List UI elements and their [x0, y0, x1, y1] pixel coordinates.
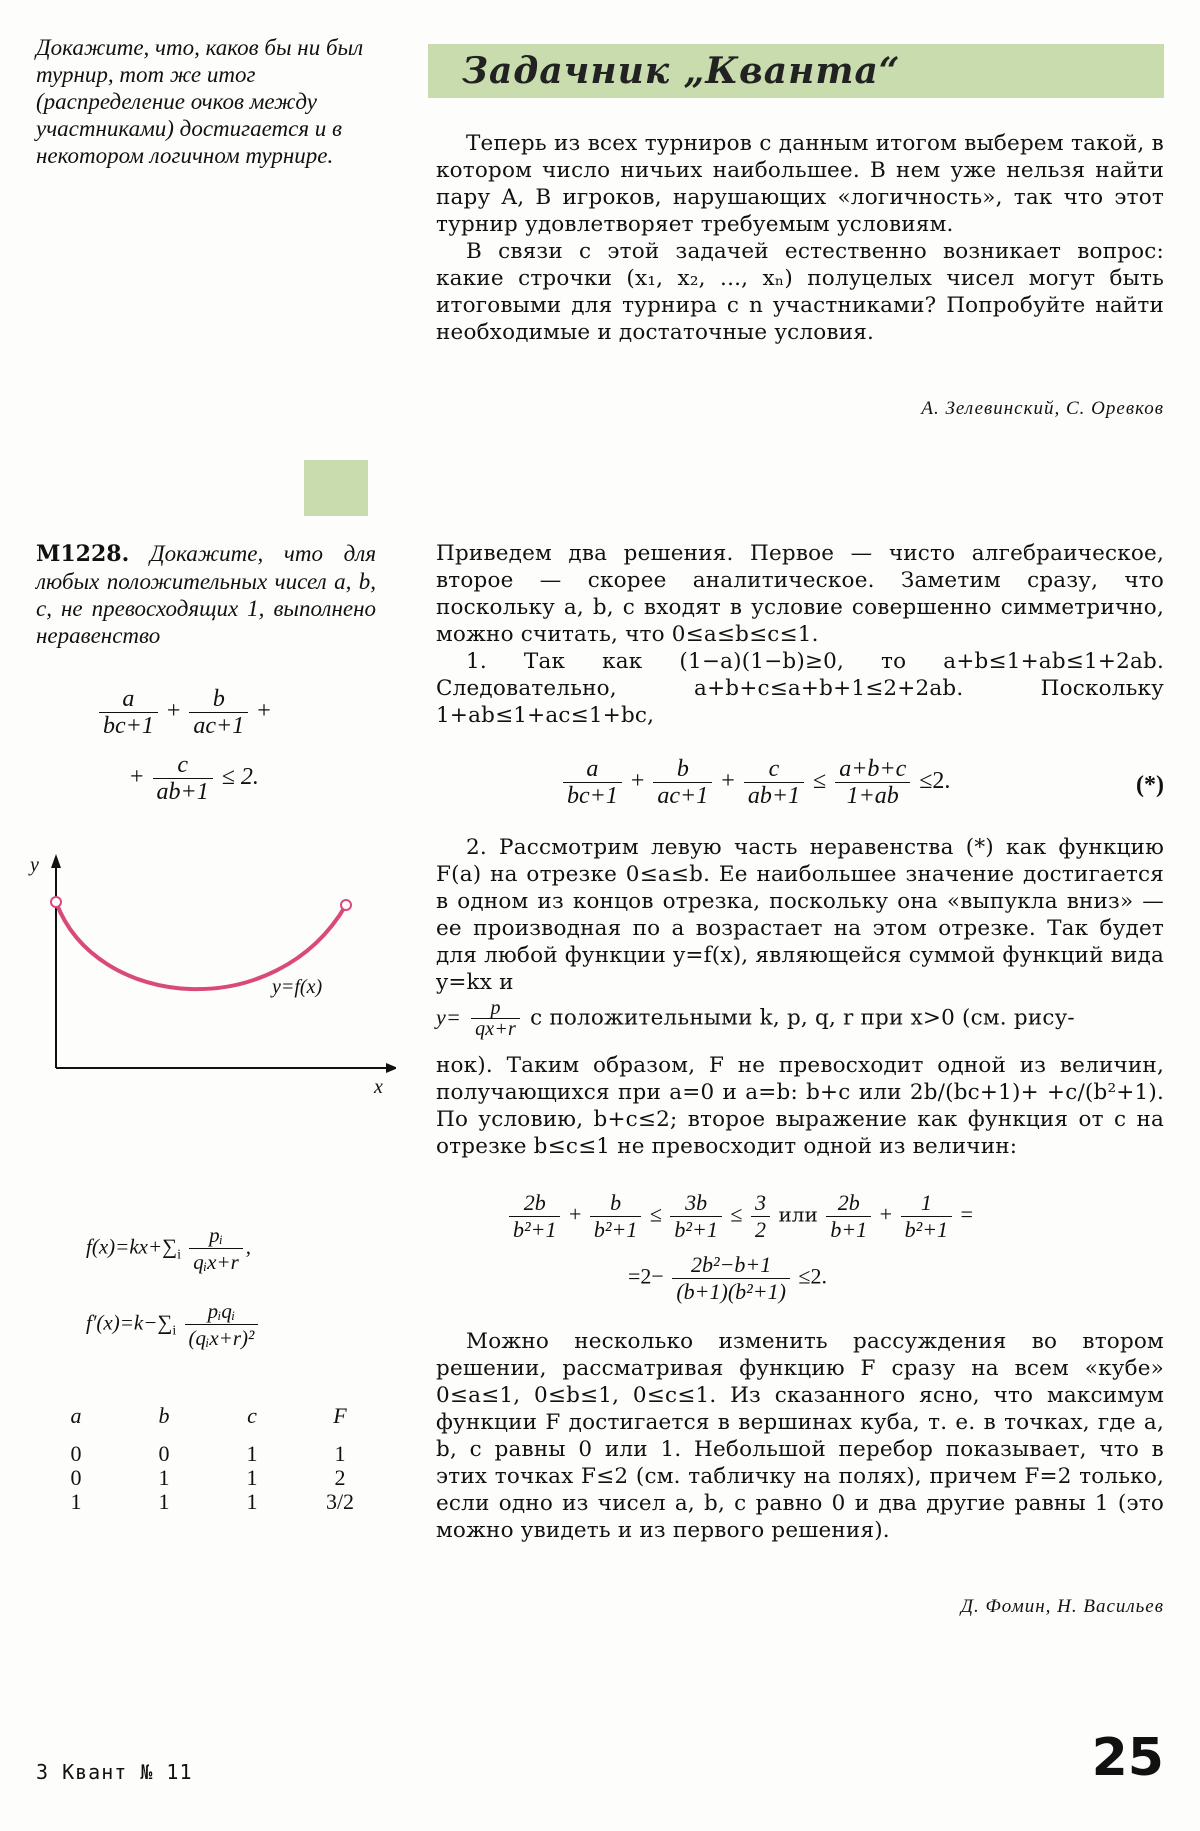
table-cell: 1: [334, 1441, 346, 1466]
author-signature: А. Зелевинский, С. Оревков: [921, 398, 1164, 419]
frac-num: 2b²−b+1: [672, 1252, 790, 1279]
table-cell: 1: [246, 1465, 258, 1490]
sum-index: i: [177, 1247, 181, 1263]
table-cell: 1: [246, 1441, 258, 1466]
table-row: [32, 1442, 384, 1466]
convex-function-graph: [36, 850, 396, 1090]
frac-num: 3: [751, 1190, 770, 1217]
table-row: [32, 1466, 384, 1490]
frac-den: 2: [754, 1217, 766, 1242]
paragraph: 2. Рассмотрим левую часть неравенства (*) как функцию F(a) на отрезке 0≤a≤b. Ее наибольшее значение достигается в одном из концов отрезка, поскольку она «выпукла вниз» — ее производная по a возрастает на этом отрезке. Так будет для любой функции y=f(x), являющейся суммой функций вида y=kx и: [436, 835, 1164, 995]
section-marker: [304, 460, 368, 516]
section-banner: [428, 44, 1164, 98]
solution-part1: [436, 540, 1164, 729]
paragraph: 1. Так как (1−a)(1−b)≥0, то a+b≤1+ab≤1+2ab. Следовательно, a+b+c≤a+b+1≤2+2ab. Поскольку 1+ab≤1+ac≤1+bc,: [436, 649, 1164, 728]
paragraph: В связи с этой задачей естественно возникает вопрос: какие строчки (x₁, x₂, ..., xₙ) полуцелых чисел могут быть итоговыми для турнира с n участниками? Попробуйте найти необходимые и достаточные условия.: [436, 239, 1164, 345]
sidebar-problem-text: Докажите, что, каков бы ни был турнир, тот же итог (распределение очков между участниками) достигается и в некотором логичном турнире.: [36, 35, 364, 168]
frac-num: 3b: [670, 1190, 721, 1217]
frac-den: ab+1: [747, 783, 801, 809]
frac-num: p: [471, 998, 520, 1019]
frac-num: a: [99, 686, 158, 713]
frac-num: a+b+c: [835, 756, 910, 783]
inline-y: y=: [436, 1004, 462, 1030]
frac-num: b: [189, 686, 248, 713]
formula-lhs: f(x)=kx+∑: [86, 1234, 178, 1259]
frac-num: 2b: [509, 1190, 560, 1217]
frac-den: ab+1: [156, 779, 209, 805]
solution-part2-cont: [436, 1052, 1164, 1160]
f-prime-formula: [86, 1298, 261, 1351]
frac-den: (b+1)(b²+1): [676, 1279, 786, 1304]
curve-endpoint: [341, 900, 351, 910]
equation-prefix: =2−: [628, 1263, 664, 1289]
table-row: [32, 1490, 384, 1514]
formula-tail: ,: [245, 1234, 251, 1259]
y-axis-arrow: [51, 854, 61, 868]
equation-2-line2: [628, 1252, 827, 1305]
frac-den: bc+1: [103, 713, 154, 739]
x-axis-arrow: [386, 1063, 396, 1073]
frac-num: b: [653, 756, 712, 783]
paragraph: нок). Таким образом, F не превосходит одной из величин, получающихся при a=0 и a=b: b+c или 2b/(bc+1)+ +c/(b²+1). По условию, b+c≤2; второе выражение как функция от c на отрезке b≤c≤1 не превосходит одной из величин:: [436, 1053, 1164, 1159]
problem-text: Докажите, что для любых положительных чисел a, b, c, не превосходящих 1, выполнено неравенство: [36, 541, 377, 648]
table-header-cell: b: [158, 1403, 170, 1428]
inline-function-line: [436, 998, 1164, 1040]
table-header: [32, 1404, 384, 1428]
paragraph: Можно несколько изменить рассуждения во втором решении, рассматривая функцию F сразу на всем «кубе» 0≤a≤1, 0≤b≤1, 0≤c≤1. Из сказанного ясно, что максимум функции F достигается в вершинах куба, т. е. в точках, где a, b, c равны 0 или 1. Небольшой перебор показывает, что в этих точках F≤2 (см. табличку на полях), причем F=2 только, если одно из чисел a, b, c равно 0 и два другие равны 1 (это можно увидеть и из первого решения).: [436, 1329, 1164, 1543]
table-cell: 2: [334, 1465, 346, 1490]
problem-inequality-line2: + $\frac{c}{ab+1}$ ≤ 2.: [130, 752, 259, 805]
word-or: или: [778, 1202, 818, 1227]
frac-den: ac+1: [193, 713, 245, 739]
table-cell: 1: [158, 1465, 170, 1490]
table-cell: 3/2: [325, 1489, 355, 1514]
page-number: 25: [1091, 1728, 1164, 1788]
frac-den: bc+1: [567, 783, 618, 809]
frac-den: b²+1: [904, 1217, 949, 1242]
frac-num: c: [744, 756, 804, 783]
values-table: [32, 1404, 384, 1514]
frac-den: 1+ab: [846, 783, 899, 809]
inline-text: с положительными k, p, q, r при x>0 (см. рису-: [530, 1005, 1075, 1031]
frac-num: pᵢ: [189, 1222, 243, 1249]
equation-2-line1: $\frac{2b}{\text{b²+1}}$ + $\frac{b}{\text{b²+1}}$ ≤ $\frac{3b}{\text{b²+1}}$ ≤ $\frac{3}{2}$ или $\frac{2b}{b+1}$ + $\frac{1}{\text{b²+1}}$ =: [506, 1190, 973, 1243]
frac-den: b²+1: [674, 1217, 718, 1242]
y-axis-label: y: [30, 854, 39, 876]
paragraph: Приведем два решения. Первое — чисто алгебраическое, второе — скорее аналитическое. Заметим сразу, что поскольку a, b, c входят в условие совершенно симметрично, можно считать, что 0≤a≤b≤c≤1.: [436, 541, 1164, 647]
banner-title: Задачник „Кванта“: [462, 50, 901, 92]
problem-statement: [36, 540, 376, 649]
frac-num: c: [153, 752, 213, 779]
equation-tag: (*): [1136, 772, 1164, 798]
inequality-tail: ≤ 2.: [221, 764, 259, 791]
table-cell: 0: [70, 1441, 82, 1466]
table-cell: 1: [246, 1489, 258, 1514]
frac-num: a: [563, 756, 622, 783]
curve-label: y=f(x): [272, 976, 323, 998]
frac-den: b²+1: [593, 1217, 638, 1242]
frac-den: ac+1: [657, 783, 709, 809]
frac-den: b+1: [830, 1217, 868, 1242]
table-cell: 1: [158, 1489, 170, 1514]
table-header-cell: F: [333, 1403, 347, 1428]
table-cell: 0: [70, 1465, 82, 1490]
frac-den: (qᵢx+r)²: [188, 1326, 255, 1350]
problem-id: M1228.: [36, 541, 130, 567]
author-signature: Д. Фомин, Н. Васильев: [960, 1596, 1164, 1617]
frac-num: b: [590, 1190, 641, 1217]
table-cell: 0: [158, 1441, 170, 1466]
f-formula: [86, 1222, 251, 1275]
equation-tail: ≤2.: [798, 1263, 827, 1289]
solution-part2: [436, 834, 1164, 996]
frac-num: 2b: [826, 1190, 871, 1217]
solution-part3: [436, 1328, 1164, 1544]
paragraph: Теперь из всех турниров с данным итогом выберем такой, в котором число ничьих наибольшее. В нем уже нельзя найти пару A, B игроков, нарушающих «логичность», так что этот турнир удовлетворяет требуемым условиям.: [436, 131, 1164, 237]
table-header-cell: c: [247, 1403, 257, 1428]
problem-inequality-line1: $\frac{a}{bc+1}$ + $\frac{b}{ac+1}$ +: [96, 686, 271, 739]
frac-num: 1: [901, 1190, 952, 1217]
frac-den: b²+1: [513, 1217, 557, 1242]
sum-index: i: [172, 1323, 177, 1339]
table-header-cell: a: [70, 1403, 82, 1428]
frac-den: qᵢx+r: [193, 1250, 239, 1274]
frac-num: pᵢqᵢ: [185, 1298, 259, 1325]
equation-tail: ≤2.: [919, 768, 951, 795]
curve-endpoint: [51, 897, 61, 907]
table-cell: 1: [70, 1489, 82, 1514]
previous-solution-end: [436, 130, 1164, 346]
x-axis-label: x: [374, 1076, 383, 1098]
footer-issue: 3 Квант № 11: [36, 1760, 193, 1784]
equation-star: $\frac{a}{bc+1}$ + $\frac{b}{ac+1}$ + $\frac{c}{ab+1}$ ≤ $\frac{a+b+c}{1+ab}$ ≤2. (*): [560, 756, 1164, 809]
frac-den: qx+r: [475, 1018, 517, 1040]
formula-lhs: f′(x)=k−∑: [86, 1310, 173, 1335]
